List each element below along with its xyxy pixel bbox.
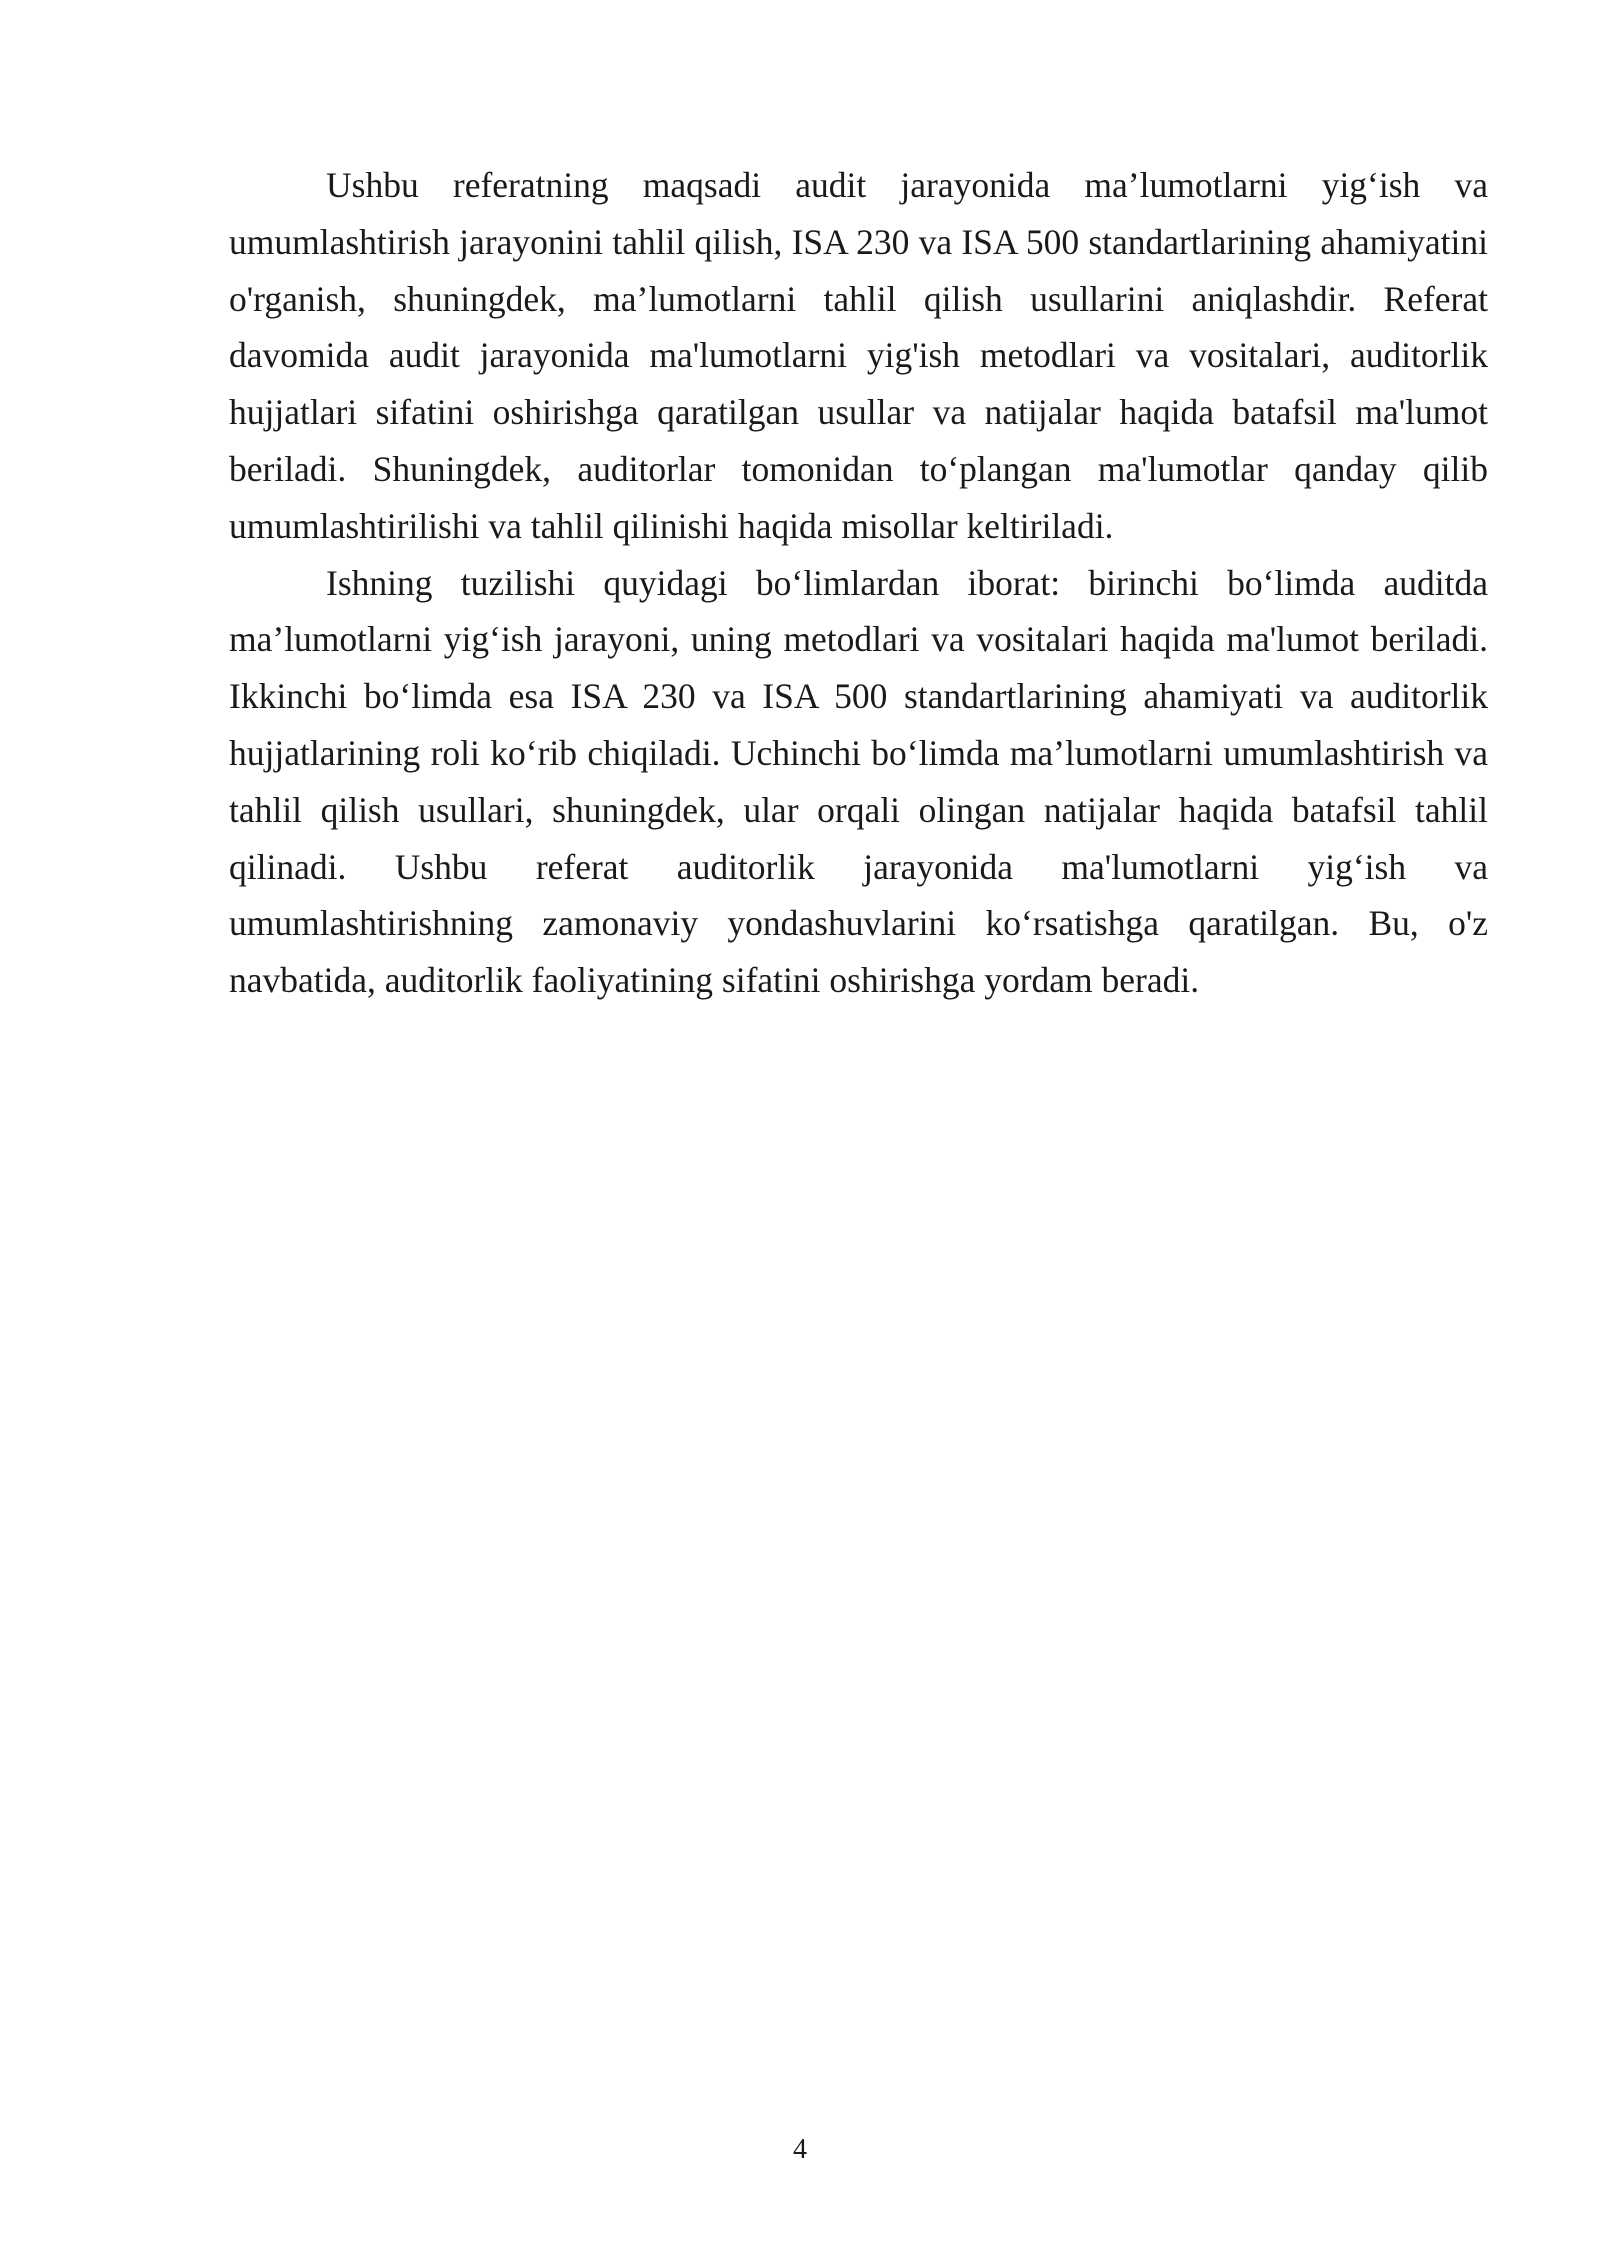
page-number: 4: [793, 2134, 807, 2165]
body-text: [229, 157, 1488, 1009]
paragraph-purpose: Ushbu referatning maqsadi audit jarayonida ma’lumotlarni yig‘ish va umumlashtirish jarayonini tahlil qilish, ISA 230 va ISA 500 standartlarining ahamiyatini o'rganish, shuningdek, ma’lumotlarni tahlil qilish usullarini aniqlashdir. Referat davomida audit jarayonida ma'lumotlarni yig'ish metodlari va vositalari, auditorlik hujjatlari sifatini oshirishga qaratilgan usullar va natijalar haqida batafsil ma'lumot beriladi. Shuningdek, auditorlar tomonidan to‘plangan ma'lumotlar qanday qilib umumlashtirilishi va tahlil qilinishi haqida misollar keltiriladi.: [229, 165, 1488, 546]
paragraph-structure: Ishning tuzilishi quyidagi bo‘limlardan iborat: birinchi bo‘limda auditda ma’lumotlarni yig‘ish jarayoni, uning metodlari va vositalari haqida ma'lumot beriladi. Ikkinchi bo‘limda esa ISA 230 va ISA 500 standartlarining ahamiyati va auditorlik hujjatlarining roli ko‘rib chiqiladi. Uchinchi bo‘limda ma’lumotlarni umumlashtirish va tahlil qilish usullari, shuningdek, ular orqali olingan natijalar haqida batafsil tahlil qilinadi. Ushbu referat auditorlik jarayonida ma'lumotlarni yig‘ish va umumlashtirishning zamonaviy yondashuvlarini ko‘rsatishga qaratilgan. Bu, o'z navbatida, auditorlik faoliyatining sifatini oshirishga yordam beradi.: [229, 562, 1488, 1001]
